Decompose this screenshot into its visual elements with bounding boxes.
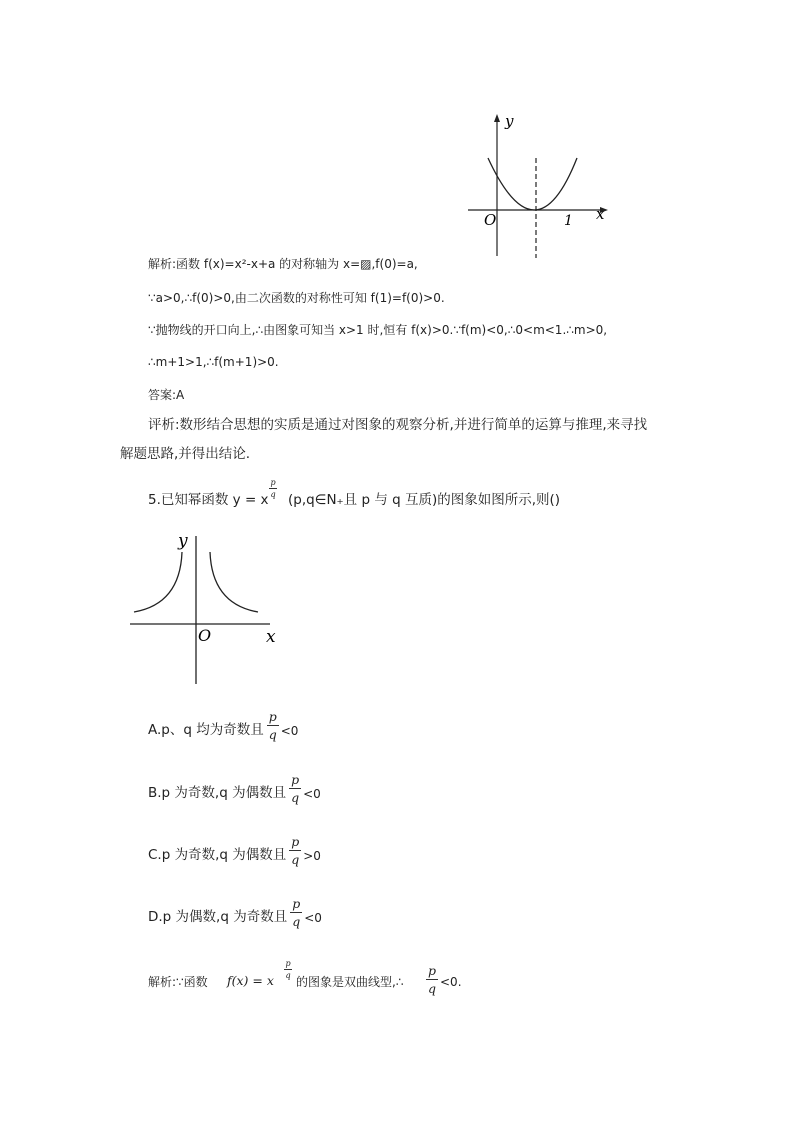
parabola-curve bbox=[488, 158, 577, 210]
comment-line2: 解题思路,并得出结论. bbox=[120, 446, 251, 462]
analysis1-line2: ∵a>0,∴f(0)>0,由二次函数的对称性可知 f(1)=f(0)>0. bbox=[148, 291, 445, 305]
origin-label: O bbox=[484, 211, 497, 229]
option-fraction bbox=[267, 709, 279, 742]
fraction-numerator: p bbox=[268, 709, 277, 724]
analysis1-line1: 解析:函数 f(x)=x²-x+a 的对称轴为 x=▨,f(0)=a, bbox=[148, 257, 418, 271]
analysis1-line4: ∴m+1>1,∴f(m+1)>0. bbox=[148, 355, 279, 369]
analysis1-line3: ∵抛物线的开口向上,∴由图象可知当 x>1 时,恒有 f(x)>0.∵f(m)<0,∴0<m<1.∴m>0, bbox=[148, 323, 608, 337]
tick-label-one: 1 bbox=[564, 213, 573, 229]
left-branch-curve bbox=[134, 552, 182, 612]
exponent-denominator: q bbox=[270, 490, 276, 499]
fraction-numerator: p bbox=[427, 963, 436, 978]
x-axis-label: x bbox=[266, 627, 276, 647]
exponent-numerator: p bbox=[285, 959, 291, 968]
analysis2-fraction bbox=[426, 963, 438, 996]
fraction-numerator: p bbox=[291, 834, 300, 849]
question5-exponent bbox=[269, 478, 277, 499]
option-relation: <0 bbox=[304, 911, 322, 925]
fraction-denominator: q bbox=[427, 981, 436, 996]
answer-line: 答案:A bbox=[148, 388, 185, 402]
option-fraction bbox=[289, 834, 301, 867]
option-relation: <0 bbox=[280, 724, 299, 738]
y-axis-label: y bbox=[505, 112, 514, 130]
analysis2-prefix: 解析:∵函数 bbox=[148, 975, 208, 989]
fraction-denominator: q bbox=[291, 852, 300, 867]
power-function-graph bbox=[124, 528, 286, 686]
question5-suffix: (p,q∈N₊且 p 与 q 互质)的图象如图所示,则() bbox=[288, 492, 561, 508]
question5-prefix: 5.已知幂函数 y = x bbox=[148, 492, 269, 508]
option-text: A.p、q 均为奇数且 bbox=[148, 722, 264, 738]
option-fraction bbox=[289, 772, 301, 805]
fraction-denominator: q bbox=[291, 790, 300, 805]
exponent-numerator: p bbox=[270, 478, 276, 487]
fraction-numerator: p bbox=[292, 896, 301, 911]
y-axis-label: y bbox=[178, 531, 188, 551]
right-branch-curve bbox=[210, 552, 258, 612]
origin-label: O bbox=[198, 626, 212, 645]
analysis2-function: f(x) = x bbox=[227, 973, 274, 988]
fraction-numerator: p bbox=[291, 772, 300, 787]
option-relation: >0 bbox=[303, 849, 321, 863]
fraction-denominator: q bbox=[292, 914, 301, 929]
y-axis-arrow bbox=[494, 114, 500, 122]
analysis2-mid: 的图象是双曲线型,∴ bbox=[296, 975, 404, 989]
x-axis-label: x bbox=[596, 205, 605, 223]
option-fraction bbox=[290, 896, 302, 929]
analysis2-suffix: <0. bbox=[440, 975, 462, 989]
option-text: C.p 为奇数,q 为偶数且 bbox=[148, 847, 287, 863]
option-text: B.p 为奇数,q 为偶数且 bbox=[148, 785, 287, 801]
fraction-denominator: q bbox=[268, 727, 277, 742]
parabola-graph bbox=[460, 108, 620, 260]
option-text: D.p 为偶数,q 为奇数且 bbox=[148, 909, 288, 925]
option-relation: <0 bbox=[303, 787, 321, 801]
comment-line1: 评析:数形结合思想的实质是通过对图象的观察分析,并进行简单的运算与推理,来寻找 bbox=[148, 417, 648, 433]
analysis2-exponent bbox=[284, 959, 292, 980]
exponent-denominator: q bbox=[285, 971, 291, 980]
